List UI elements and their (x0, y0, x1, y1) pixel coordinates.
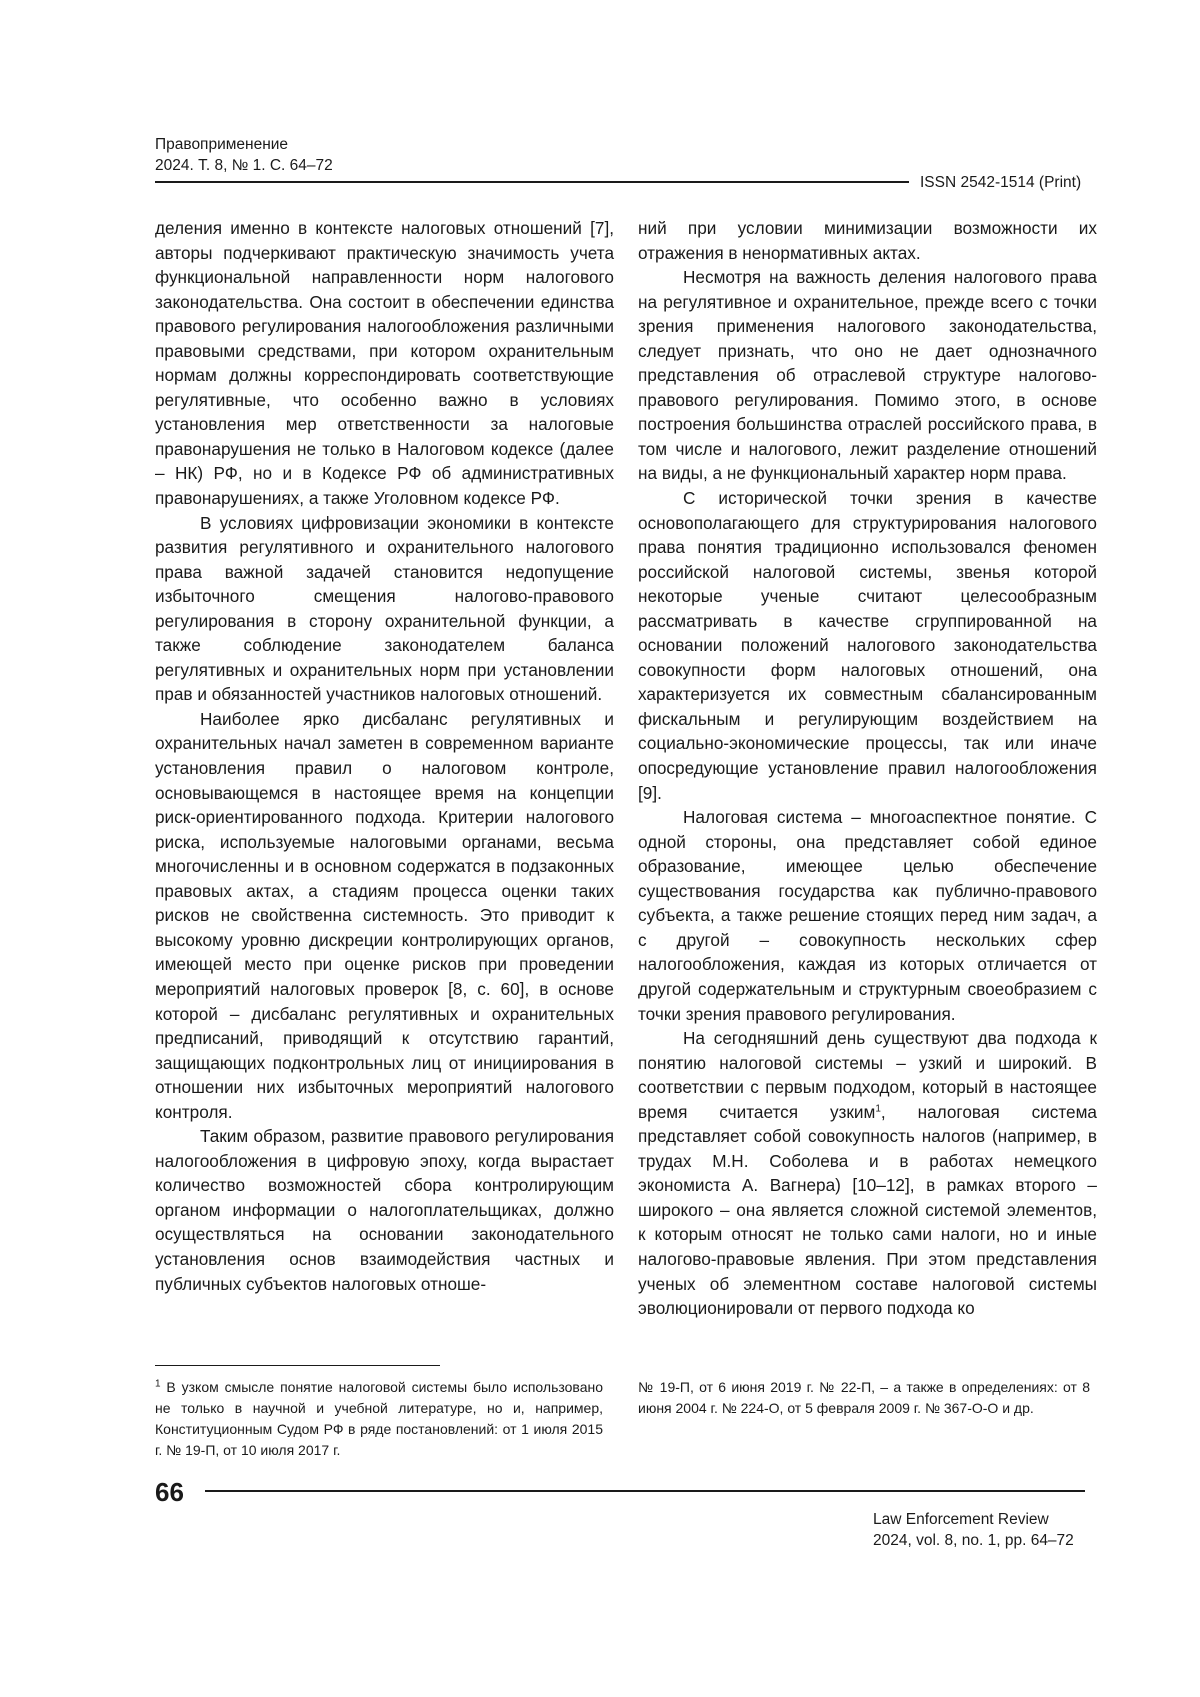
paragraph: Несмотря на важность деления налогового права на регулятивное и охранительное, прежде всего с точки зрения применения налогового законодательства, следует признать, что оно не дает однозначного представления об отраслевой структуре налогово-правового регулирования. Помимо этого, в основе построения большинства отраслей российского права, в том числе и налогового, лежит разделение отношений на виды, а не функциональный характер норм права. (638, 267, 1097, 484)
footnote-mark: 1 (155, 1378, 161, 1390)
paragraph-text: , налоговая система представляет собой совокупность налогов (например, в трудах М.Н. Соболева и в работах немецкого экономиста А. Вагнера) [10–12], в рамках второго – широкого – она является сложной системой элементов, к которым относят не только сами налоги, но и иные налогово-правовые явления. При этом представления ученых об элементном составе налоговой системы эволюционировали от первого подхода ко (638, 1101, 1097, 1319)
left-column (155, 216, 614, 1296)
journal-citation-en: 2024, vol. 8, no. 1, pp. 64–72 (873, 1532, 1074, 1549)
paragraph: Наиболее ярко дисбаланс регулятивных и охранительных начал заметен в современном варианте установления правил о налоговом контроле, основывающемся в настоящее время на концепции риск-ориентированного подхода. Критерии налогового риска, используемые налоговыми органами, весьма многочисленны и в основном содержатся в подзаконных правовых актах, а стадиям процесса оценки таких рисков не свойственна системность. Это приводит к высокому уровню дискреции контролирующих органов, имеющей место при оценке рисков при проведении мероприятий налоговых проверок [8, с. 60], в основе которой – дисбаланс регулятивных и охранительных предписаний, приводящий к отсутствию гарантий, защищающих подконтрольных лиц от инициирования в отношении них избыточных мероприятий налогового контроля. (155, 708, 614, 1122)
right-column (638, 216, 1097, 1321)
paragraph: ний при условии минимизации возможности их отражения в ненормативных актах. (638, 218, 1097, 263)
footnote-rule (155, 1365, 440, 1366)
paragraph: деления именно в контексте налоговых отношений [7], авторы подчеркивают практическую значимость учета функциональной направленности норм налогового законодательства. Она состоит в обеспечении единства правового регулирования налогообложения различными правовыми средствами, при котором охранительным нормам должны корреспондировать соответствующие регулятивные, что особенно важно в условиях установления мер ответственности за налоговые правонарушения не только в Налоговом кодексе (далее – НК) РФ, но и в Кодексе РФ об административных правонарушениях, а также Уголовном кодексе РФ. (155, 218, 614, 509)
issn-label: ISSN 2542-1514 (Print) (920, 174, 1082, 191)
journal-title-en: Law Enforcement Review (873, 1511, 1049, 1528)
paragraph (638, 1026, 1097, 1321)
paragraph: С исторической точки зрения в качестве основополагающего для структурирования налогового права понятия традиционно использовался феномен российской налоговой системы, звенья которой некоторые ученые считают целесообразным рассматривать в качестве сгруппированной на основании положений налогового законодательства совокупности форм налоговых отношений, она характеризуется их совместным сбалансированным фискальным и регулирующим воздействием на социально-экономические процессы, так или иначе опосредующие установление правил налогообложения [9]. (638, 488, 1097, 803)
paragraph: Налоговая система – многоаспектное понятие. С одной стороны, она представляет собой единое образование, имеющее целью обеспечение существования государства как публично-правового субъекта, а также решение стоящих перед ним задач, а с другой – совокупность нескольких сфер налогообложения, каждая из которых отличается от другой содержательным и структурным своеобразием с точки зрения правового регулирования. (638, 807, 1097, 1024)
page-number: 66 (155, 1477, 184, 1507)
footnote-continuation: № 19-П, от 6 июня 2019 г. № 22-П, – а также в определениях: от 8 июня 2004 г. № 224-О, от 5 февраля 2009 г. № 367-О-О и др. (638, 1379, 1090, 1416)
paragraph-text: На сегодняшний день существуют два подхода к понятию налоговой системы – узкий и широкий. В соответствии с первым подходом, который в настоящее время считается узким (638, 1028, 1097, 1122)
footnote-ref[interactable]: 1 (875, 1102, 881, 1114)
paragraph: Таким образом, развитие правового регулирования налогообложения в цифровую эпоху, когда вырастает количество возможностей сбора контролирующим органом информации о налогоплательщиках, должно осуществляться на основании законодательного установления основ взаимодействия частных и публичных субъектов налоговых отноше- (155, 1126, 614, 1294)
running-footer (873, 1509, 1074, 1551)
footnote-text: В узком смысле понятие налоговой системы было использовано не только в научной и учебной литературе, но и, например, Конституционным Судом РФ в ряде постановлений: от 1 июля 2015 г. № 19-П, от 10 июля 2017 г. (155, 1379, 603, 1458)
paragraph: В условиях цифровизации экономики в контексте развития регулятивного и охранительного налогового права важной задачей становится недопущение избыточного смещения налогово-правового регулирования в сторону охранительной функции, а также соблюдение законодателем баланса регулятивных и охранительных норм при установлении прав и обязанностей участников налоговых отношений. (155, 512, 614, 705)
footnote (155, 1377, 603, 1461)
header-rule (155, 181, 909, 183)
footer-rule (205, 1490, 1085, 1492)
journal-citation: 2024. Т. 8, № 1. С. 64–72 (155, 157, 333, 174)
journal-title: Правоприменение (155, 136, 289, 153)
running-header (155, 134, 333, 176)
